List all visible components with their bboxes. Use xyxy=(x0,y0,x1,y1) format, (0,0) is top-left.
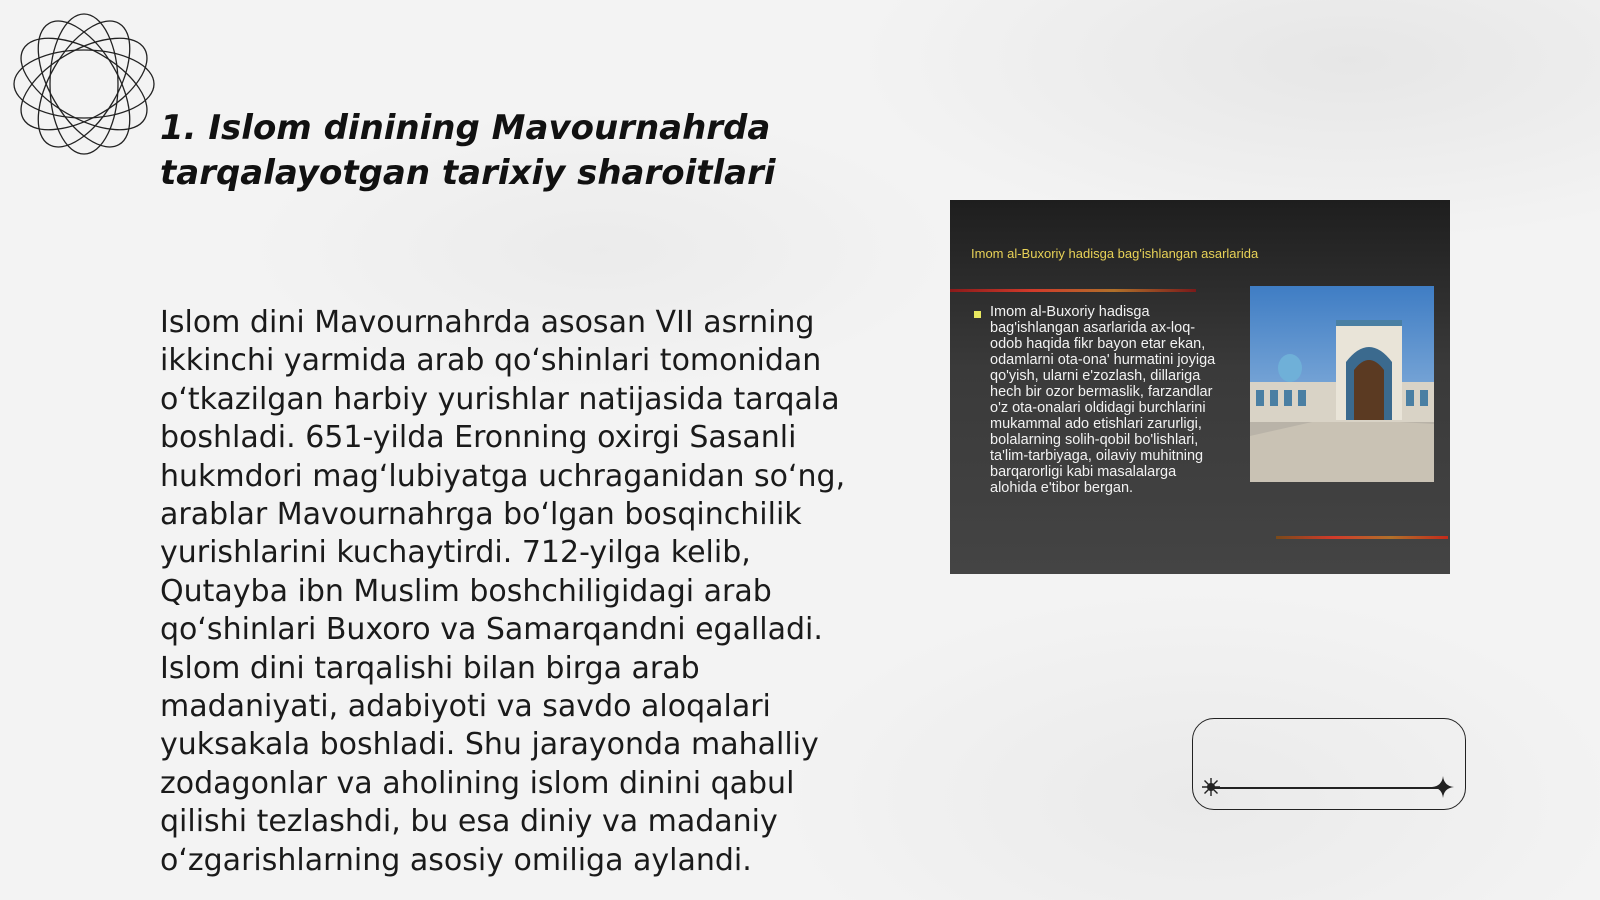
decorative-divider xyxy=(1276,536,1448,539)
sun-star-icon xyxy=(1201,777,1221,797)
embedded-image-bullet-text: Imom al-Buxoriy hadisga bag'ishlangan asarlarida ax-loq-odob haqida fikr bayon etar ekan, odamlarni ota-ona' hurmatini joyiga qo'yish, ularni e'zozlash, dillariga hech bir ozor bermaslik, farzandlar o'z ota-onalari oldidagi burchlarini mukammal ado etishlari zarurligi, bolalarning solih-qobil bo'lishlari, ta'lim-tarbiyaga, oilaviy muhitning barqarorligi kabi masalalarga alohida e'tibor bergan. xyxy=(990,304,1216,496)
mosque-photo xyxy=(1250,286,1434,482)
bullet-marker xyxy=(974,311,981,318)
slide-body-text: Islom dini Mavournahrda asosan VII asrning ikkinchi yarmida arab qo‘shinlari tomonidan o‘tkazilgan harbiy yurishlar natijasida tarqala boshladi. 651-yilda Eronning oxirgi Sasanli hukmdori mag‘lubiyatga uchraganidan so‘ng, arablar Mavournahrga bo‘lgan bosqinchilik yurishlarini kuchaytirdi. 712-yilga kelib, Qutayba ibn Muslim boshchiligidagi arab qo‘shinlari Buxoro va Samarqandni egalladi. Islom dini tarqalishi bilan birga arab madaniyati, adabiyoti va savdo aloqalari yuksakala boshladi. Shu jarayonda mahalliy zodagonlar va aholining islom dinini qabul qilishi tezlashdi, bu esa diniy va madaniy o‘zgarishlarning asosiy omiliga aylandi. xyxy=(160,305,846,878)
decorative-frame xyxy=(1192,718,1466,810)
sparkle-star-icon xyxy=(1431,775,1455,799)
decorative-line xyxy=(1211,787,1443,789)
rosette-ornament-icon xyxy=(10,10,158,158)
slide-title: 1. Islom dinining Mavournahrda tarqalayotgan tarixiy sharoitlari xyxy=(160,108,776,193)
embedded-image-heading: Imom al-Buxoriy hadisga bag'ishlangan asarlarida xyxy=(971,246,1259,261)
embedded-slide-image xyxy=(950,200,1450,574)
decorative-divider xyxy=(950,289,1196,292)
